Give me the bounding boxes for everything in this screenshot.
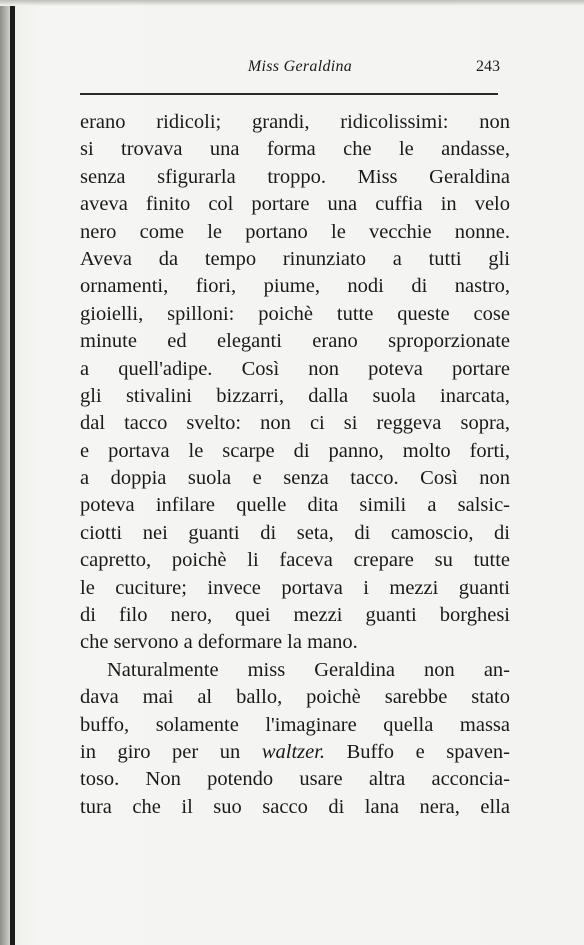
text-line: aveva finito col portare una cuffia in velo: [80, 193, 510, 216]
text-line-mixed: [80, 739, 510, 766]
text-line: ornamenti, fiori, piume, nodi di nastro,: [80, 275, 510, 298]
body-text: [80, 109, 510, 821]
text-line: tura che il suo sacco di lana nera, ella: [80, 795, 510, 818]
text-line: Naturalmente miss Geraldina non an-: [107, 658, 510, 681]
text-line: che servono a deformare la mano.: [80, 631, 358, 654]
text-line: nero come le portano le vecchie nonne.: [80, 220, 510, 243]
page-number: 243: [476, 58, 500, 75]
page-gutter-shadow: [0, 0, 10, 945]
text-line: ciotti nei guanti di seta, di camoscio, di: [80, 521, 510, 544]
text-line: gli stivalini bizzarri, dalla suola inarcata,: [80, 384, 510, 407]
page-top-edge: [0, 0, 584, 6]
text-line: a doppia suola e senza tacco. Così non: [80, 467, 510, 490]
text-line: erano ridicoli; grandi, ridicolissimi: non: [80, 111, 510, 133]
text-line: si trovava una forma che le andasse,: [80, 138, 510, 161]
text-line: capretto, poichè li faceva crepare su tutte: [80, 549, 510, 572]
text-line: e portava le scarpe di panno, molto forti,: [80, 439, 510, 462]
text-line: dal tacco svelto: non ci si reggeva sopra,: [80, 412, 510, 435]
header-rule: [80, 93, 498, 95]
text-line: toso. Non potendo usare altra acconcia-: [80, 768, 510, 791]
paragraph-1: [80, 109, 510, 657]
text-line: Aveva da tempo rinunziato a tutti gli: [80, 247, 510, 270]
text-line: le cuciture; invece portava i mezzi guanti: [80, 576, 510, 599]
text-line: buffo, solamente l'imaginare quella massa: [80, 713, 510, 736]
running-title: Miss Geraldina: [247, 58, 353, 75]
page-header: [80, 58, 500, 82]
text-line: a quell'adipe. Così non poteva portare: [80, 357, 510, 380]
text-line: di filo nero, quei mezzi guanti borghesi: [80, 604, 510, 627]
italic-word: waltzer.: [261, 740, 326, 763]
page-binding-edge: [10, 0, 15, 945]
text-line: dava mai al ballo, poichè sarebbe stato: [80, 686, 510, 709]
text-line: senza sfigurarla troppo. Miss Geraldina: [80, 165, 510, 188]
text-line: poteva infilare quelle dita simili a salsic-: [80, 494, 510, 517]
text-line: gioielli, spilloni: poichè tutte queste cose: [80, 302, 510, 325]
paragraph-2: [80, 657, 510, 821]
text-run: Buffo e spaven-: [325, 740, 510, 763]
text-run: in giro per un: [80, 740, 262, 763]
text-line: minute ed eleganti erano sproporzionate: [80, 330, 510, 353]
